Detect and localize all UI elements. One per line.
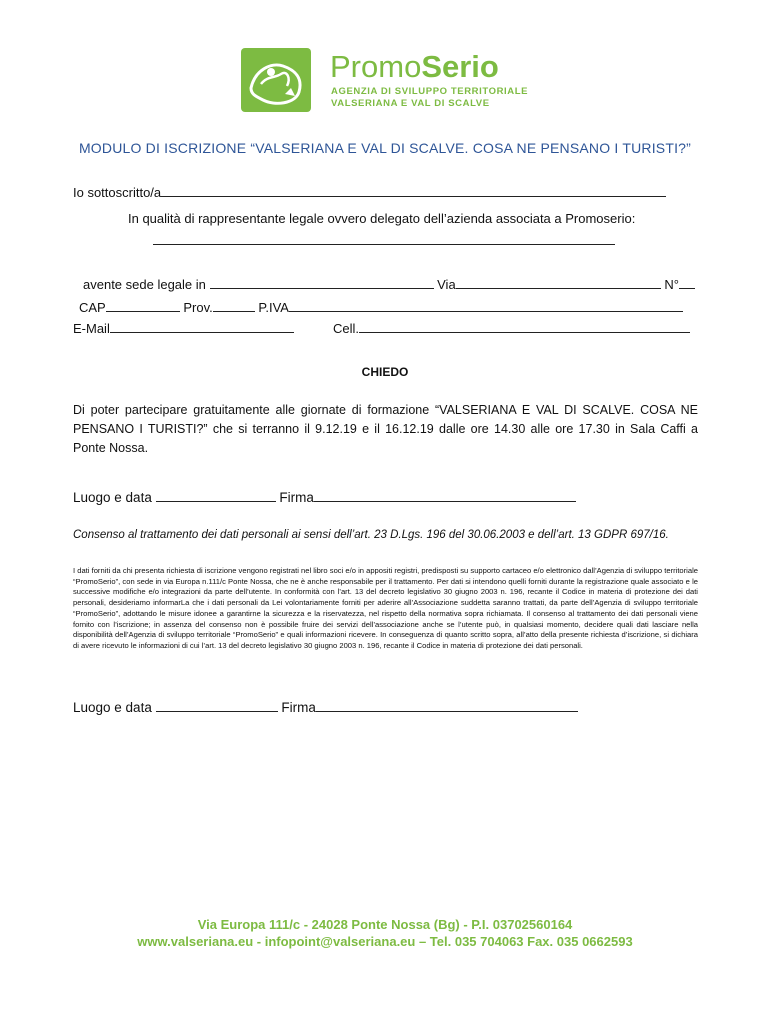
representative-text: In qualità di rappresentante legale ovvero delegato dell’azienda associata a Promoserio: — [128, 211, 636, 226]
valley-map-icon — [241, 48, 311, 112]
number-field[interactable] — [679, 276, 695, 289]
piva-label: P.IVA — [258, 300, 289, 315]
cell-row — [333, 320, 690, 337]
signature-label: Firma — [281, 700, 316, 715]
brand-name: PromoSerio — [330, 49, 499, 84]
prov-label: Prov. — [183, 300, 213, 315]
footer-contacts: www.valseriana.eu - infopoint@valseriana.eu – Tel. 035 704063 Fax. 035 0662593 — [137, 934, 633, 949]
via-label: Via — [437, 277, 456, 292]
place-date-row-1 — [73, 489, 576, 506]
cap-field[interactable] — [106, 299, 180, 312]
cell-label: Cell. — [333, 321, 360, 336]
footer-address: Via Europa 111/c - 24028 Ponte Nossa (Bg) - P.I. 03702560164 — [197, 917, 573, 932]
consent-title: Consenso al trattamento dei dati personali ai sensi dell’art. 23 D.Lgs. 196 del 30.06.2003 e dell’art. 13 GDPR 697/16. — [73, 529, 669, 541]
place-date-field[interactable] — [156, 489, 276, 502]
signature-field[interactable] — [314, 489, 576, 502]
email-label: E-Mail — [73, 321, 110, 336]
cap-label: CAP — [79, 300, 106, 315]
undersigned-row — [73, 184, 666, 201]
cap-row — [79, 299, 683, 316]
company-field[interactable] — [153, 244, 615, 245]
piva-field[interactable] — [289, 299, 683, 312]
legal-seat-field[interactable] — [210, 276, 434, 289]
form-title: MODULO DI ISCRIZIONE “VALSERIANA E VAL DI SCALVE. COSA NE PENSANO I TURISTI?” — [78, 140, 692, 156]
place-date-label: Luogo e data — [73, 700, 152, 715]
brand-tagline: AGENZIA DI SVILUPPO TERRITORIALE VALSERIANA E VAL DI SCALVE — [331, 86, 529, 109]
email-field[interactable] — [110, 320, 294, 333]
signature-label: Firma — [279, 490, 314, 505]
email-row — [73, 320, 294, 337]
place-date-row-2 — [73, 699, 578, 716]
prov-field[interactable] — [213, 299, 255, 312]
request-text: Di poter partecipare gratuitamente alle giornate di formazione “VALSERIANA E VAL DI SCALVE. COSA NE PENSANO I TURISTI?” che si terranno il 9.12.19 e il 16.12.19 dalle ore 14.30 alle ore 17.30 in Sala Caffi a Ponte Nossa. — [73, 403, 698, 455]
undersigned-field[interactable] — [161, 184, 666, 197]
cell-field[interactable] — [359, 320, 690, 333]
place-date-label: Luogo e data — [73, 490, 152, 505]
undersigned-label: Io sottoscritto/a — [73, 185, 162, 200]
consent-body: I dati forniti da chi presenta richiesta di iscrizione vengono registrati nel libro soci e/o in appositi registri, predisposti su supporto cartaceo e/o elettronico dall’Agenzia di sviluppo territoriale “PromoSerio”, con sede in via Europa n.111/c Ponte Nossa, che ne è anche responsabile per il trattamento. Per dati si intendono quelli forniti durante la registrazione quale associato e le successive modifiche e/o integrazioni da parte dell’utente. In conformità con l’art. 13 del decreto legislativo 30 giugno 2003 n. 196, recante il Codice in materia di protezione dei dati personali, desideriamo informarLa che i dati personali da Lei volontariamente forniti per aderire all’Associazione suddetta saranno trattati, da parte dell’Agenzia di sviluppo territoriale “PromoSerio”, adottando le misure idonee a garantirne la sicurezza e la riservatezza, nel rispetto della normativa sopra richiamata. Il consenso al trattamento dei dati personali viene fornito con l’iscrizione; in assenza del consenso non è possibile fruire dei servizi dell’associazione anche se l’utente può, in qualsiasi momento, decidere quali dati lasciare nella disponibilità dell’Agenzia di sviluppo territoriale “PromoSerio” e quali informazioni ricevere. In conseguenza di quanto scritto sopra, all’atto della presente richiesta d’iscrizione, si dichiara di avere ricevuto le informazioni di cui l’art. 13 del decreto legislativo 30 giugno 2003 n. 196, recante il Codice in materia di protezione dei dati personali. — [73, 566, 698, 650]
request-heading: CHIEDO — [361, 365, 409, 379]
signature-field[interactable] — [316, 699, 578, 712]
promoserio-logo — [241, 48, 311, 112]
via-field[interactable] — [456, 276, 661, 289]
place-date-field[interactable] — [156, 699, 278, 712]
legal-seat-row — [83, 276, 695, 293]
legal-seat-label: avente sede legale in — [83, 277, 206, 292]
number-label: N° — [664, 277, 679, 292]
